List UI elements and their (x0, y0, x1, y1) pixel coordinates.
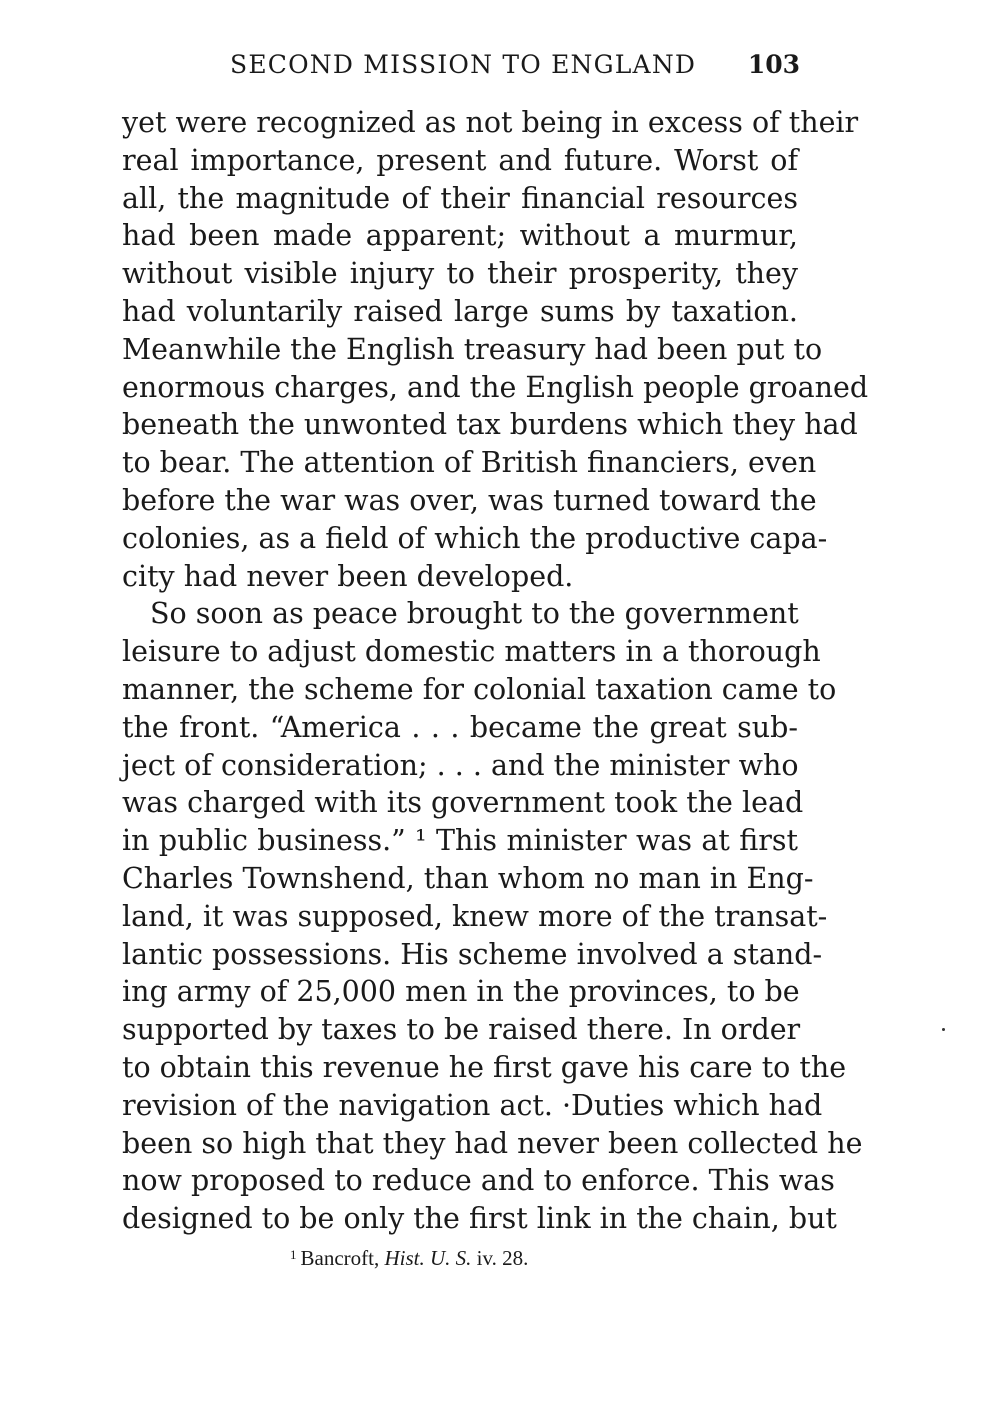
text-line: had been made apparent; without a murmur, (122, 219, 798, 253)
text-line: yet were recognized as not being in excess of their (122, 106, 859, 139)
text-line: ing army of 25,000 men in the provinces, to be (122, 975, 800, 1009)
running-title: SECOND MISSION TO ENGLAND (230, 50, 697, 79)
text-line: enormous charges, and the English people groaned (122, 370, 869, 404)
text-line: land, it was supposed, knew more of the transat- (122, 899, 828, 933)
text-line: beneath the unwonted tax burdens which they had (122, 408, 858, 442)
footnote (290, 1246, 528, 1271)
text-line: now proposed to reduce and to enforce. This was (122, 1164, 835, 1198)
page-number: 103 (747, 50, 800, 79)
footnote-author: Bancroft, (300, 1246, 385, 1270)
text-line: manner, the scheme for colonial taxation came to (122, 672, 837, 706)
text-line: revision of the navigation act. ·Duties which had (122, 1088, 823, 1122)
text-line: been so high that they had never been collected he (122, 1126, 863, 1160)
text-line: Meanwhile the English treasury had been put to (122, 332, 823, 366)
footnote-work: Hist. U. S. (384, 1246, 472, 1270)
body-text (122, 104, 869, 1238)
ink-speck (942, 1028, 945, 1031)
text-line: to bear. The attention of British financiers, even (122, 446, 817, 480)
text-line: before the war was over, was turned toward the (122, 483, 817, 517)
text-line: lantic possessions. His scheme involved a stand- (122, 937, 823, 971)
text-line: Charles Townshend, than whom no man in Eng- (122, 861, 814, 895)
text-line: designed to be only the first link in the chain, but (122, 1202, 837, 1236)
page-header (230, 50, 800, 86)
text-line: supported by taxes to be raised there. In order (122, 1013, 801, 1047)
text-line: without visible injury to their prosperity, they (122, 257, 798, 291)
text-line: real importance, present and future. Worst of (122, 143, 798, 177)
footnote-marker: 1 (290, 1247, 297, 1262)
text-line: the front. “America . . . became the great sub- (122, 710, 798, 744)
text-line: leisure to adjust domestic matters in a thorough (122, 635, 821, 669)
text-line: had voluntarily raised large sums by taxation. (122, 294, 798, 328)
footnote-location: iv. 28. (471, 1246, 529, 1270)
text-line: in public business.” ¹ This minister was at first (122, 824, 798, 858)
text-line: was charged with its government took the lead (122, 786, 804, 820)
text-line: city had never been developed. (122, 559, 574, 593)
paragraph (122, 104, 869, 595)
text-line: So soon as peace brought to the government (150, 597, 799, 631)
text-line: ject of consideration; . . . and the minister who (122, 748, 799, 782)
paragraph (122, 595, 863, 1238)
text-line: colonies, as a field of which the productive capa- (122, 521, 828, 555)
text-line: to obtain this revenue he first gave his care to the (122, 1050, 847, 1084)
text-line: all, the magnitude of their financial resources (122, 181, 798, 215)
